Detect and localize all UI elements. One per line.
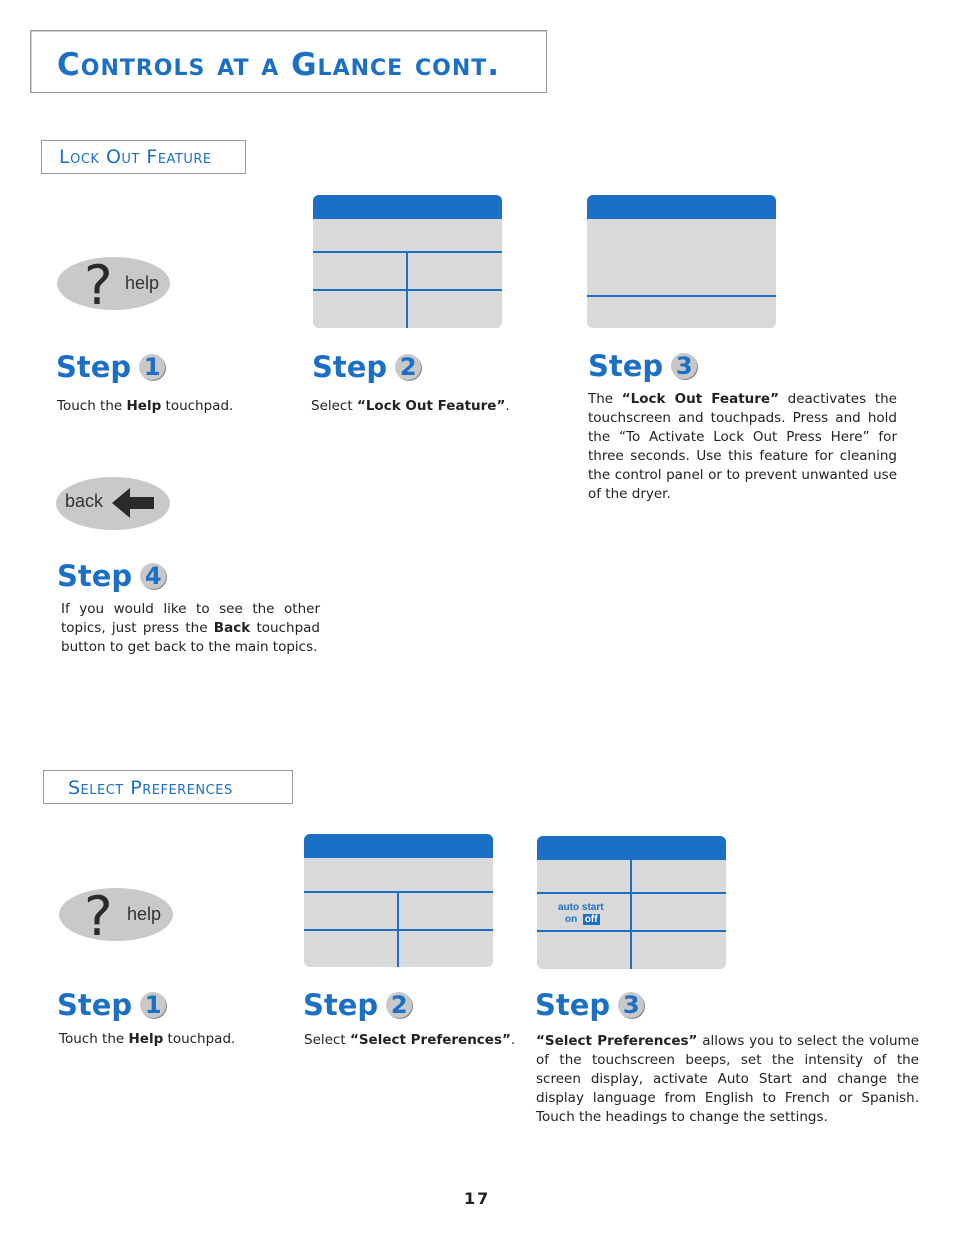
text-bold: Help [126,398,162,414]
page-number: 17 [464,1189,491,1208]
off-option: off [584,914,598,925]
back-touchpad[interactable] [56,477,170,530]
step-label: Step [57,559,133,593]
lock-out-step-4-heading [57,559,166,593]
on-option: on [565,914,578,925]
text: deactivates the touchscreen and touchpads. Press and hold the “To Activate Lock Out Press Here” for three seconds. Use this feature for cleaning the control panel or to prevent unwanted use of the dryer. [588,391,897,502]
lock-out-step-2-heading [312,350,421,384]
touchscreen-main-topics [304,834,493,967]
preferences-step-3-text [536,1032,919,1127]
text: Select [304,1032,350,1048]
lock-out-section-title: Lock Out Feature [59,146,212,168]
page-title-box [30,30,547,93]
preferences-step-2-text [304,1031,529,1050]
screen-divider [397,892,399,967]
back-touchpad-label: back [65,491,104,511]
screen-divider [587,295,776,297]
step-number: 3 [618,992,644,1018]
question-mark-icon: ? [84,885,113,948]
screen-divider [537,892,726,894]
step-label: Step [535,988,611,1022]
step-label: Step [56,350,132,384]
text: If you would like to see the other topics, just press the [61,601,320,636]
preferences-step-1-text [59,1030,279,1049]
step-label: Step [312,350,388,384]
left-arrow-icon [110,486,156,520]
step-label: Step [303,988,379,1022]
help-touchpad-label: help [125,273,160,293]
step-number: 2 [386,992,412,1018]
text-bold: Help [128,1031,164,1047]
lock-out-step-1-text [57,397,277,416]
text: touchpad. [161,398,234,414]
auto-start-label: auto start [558,902,604,913]
text-bold: “Lock Out Feature” [621,391,779,407]
lock-out-step-1-heading [56,350,165,384]
lock-out-section-header [41,140,246,174]
touchscreen-lock-out [587,195,776,328]
lock-out-step-2-text [311,397,551,416]
screen-divider [406,252,408,328]
screen-header-bar [304,834,493,858]
screen-divider [630,860,632,969]
text: . [505,398,510,414]
preferences-section-header [43,770,293,804]
lock-out-step-3-text [588,390,897,504]
text-bold: “Select Preferences” [536,1033,698,1049]
text: allows you to select the volume of the touchscreen beeps, set the intensity of the screen display, activate Auto Start and change the display language from English to French or Spanish. Touch the headings to change the settings. [536,1033,919,1125]
screen-divider [537,930,726,932]
step-number: 4 [140,563,166,589]
step-label: Step [57,988,133,1022]
text-bold: Back [213,620,251,636]
text: Touch the [57,398,127,414]
text: touchpad button to get back to the main topics. [61,620,320,655]
preferences-step-1-heading [57,988,166,1022]
preferences-section-title: Select Preferences [68,777,233,799]
preferences-step-2-heading [303,988,412,1022]
help-touchpad[interactable] [57,254,170,317]
auto-start-toggle[interactable] [565,914,600,926]
lock-out-step-4-text [61,600,320,657]
preferences-step-3-heading [535,988,644,1022]
text: touchpad. [163,1031,236,1047]
step-label: Step [588,349,664,383]
screen-header-bar [537,836,726,860]
step-number: 1 [140,992,166,1018]
touchscreen-preferences [537,836,726,969]
lock-out-step-3-heading [588,349,697,383]
touchscreen-main-topics [313,195,502,328]
text: Select [311,398,357,414]
step-number: 2 [395,354,421,380]
step-number: 1 [139,354,165,380]
screen-header-bar [313,195,502,219]
page-title: Controls at a Glance cont. [57,47,501,83]
question-mark-icon: ? [84,254,113,317]
text: The [588,391,622,407]
text-bold: “Lock Out Feature” [356,398,506,414]
screen-header-bar [587,195,776,219]
help-touchpad[interactable] [59,885,173,948]
step-number: 3 [671,353,697,379]
text-bold: “Select Preferences” [349,1032,511,1048]
help-touchpad-label: help [127,904,162,924]
text: Touch the [59,1031,129,1047]
text: . [510,1032,516,1048]
